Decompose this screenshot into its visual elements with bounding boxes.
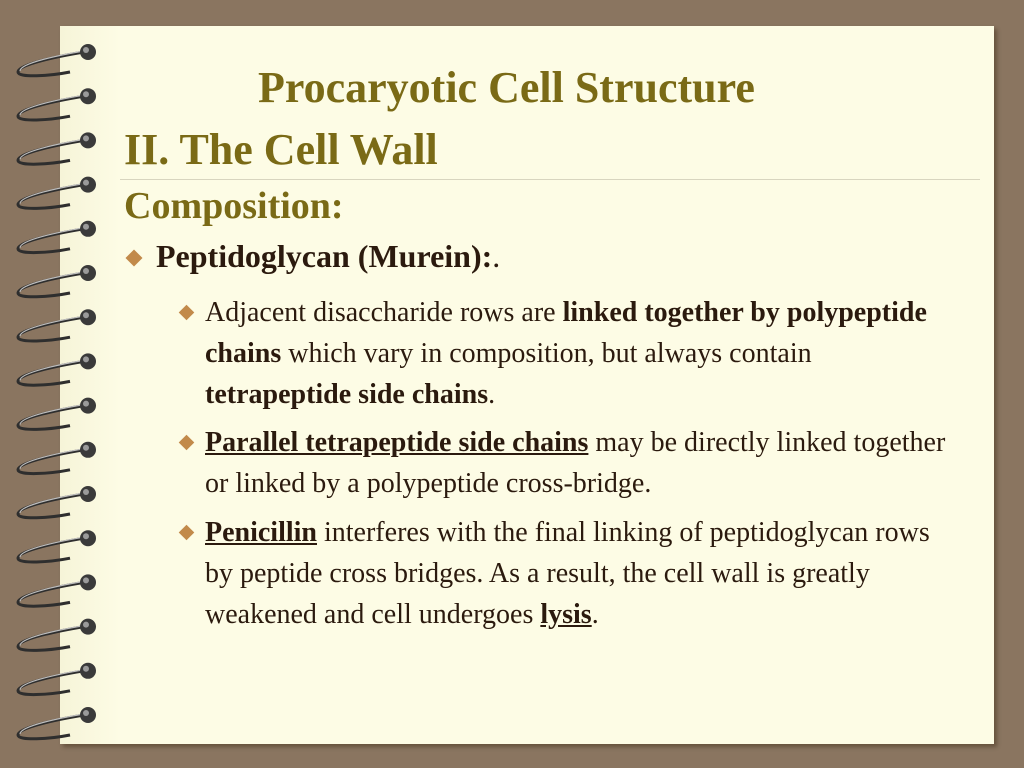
spiral-ring-icon xyxy=(18,663,96,695)
text: . xyxy=(591,599,599,630)
spiral-ring-icon xyxy=(18,44,96,76)
spiral-ring-icon xyxy=(18,619,96,651)
text: . xyxy=(488,379,496,410)
key-term: Parallel tetrapeptide side chains xyxy=(205,427,589,458)
emphasis: linked together by polypeptide chains xyxy=(205,297,927,369)
spiral-binding xyxy=(0,0,110,768)
spiral-ring-icon xyxy=(18,442,96,474)
text: Adjacent disaccharide rows are xyxy=(205,297,563,328)
section-heading: Composition: xyxy=(124,185,344,227)
topic-bullet xyxy=(124,238,500,275)
diamond-bullet-icon xyxy=(126,249,143,266)
spiral-ring-icon xyxy=(18,530,96,562)
spiral-ring-icon xyxy=(18,265,96,297)
topic-trailing: . xyxy=(492,238,501,274)
spiral-ring-icon xyxy=(18,707,96,739)
spiral-ring-icon xyxy=(18,486,96,518)
sub-bullet-2 xyxy=(178,422,958,504)
diamond-bullet-icon xyxy=(179,305,195,321)
diamond-bullet-icon xyxy=(179,525,195,541)
slide-subtitle: II. The Cell Wall xyxy=(124,125,438,174)
slide-title: Procaryotic Cell Structure xyxy=(258,63,755,112)
text: may be directly linked together or linked by a polypeptide cross-bridge. xyxy=(205,427,946,499)
spiral-ring-icon xyxy=(18,309,96,341)
spiral-ring-icon xyxy=(18,132,96,164)
sub-bullet-3 xyxy=(178,512,958,635)
spiral-ring-icon xyxy=(18,221,96,253)
spiral-ring-icon xyxy=(18,398,96,430)
diamond-bullet-icon xyxy=(179,435,195,451)
text: which vary in composition, but always contain xyxy=(281,338,812,369)
title-divider xyxy=(120,179,980,180)
text: interferes with the final linking of peptidoglycan rows by peptide cross bridges. As a result, the cell wall is greatly weakened and cell undergoes xyxy=(205,517,930,630)
sub-bullet-1 xyxy=(178,292,958,415)
spiral-ring-icon xyxy=(18,177,96,209)
spiral-ring-icon xyxy=(18,574,96,606)
emphasis: tetrapeptide side chains xyxy=(205,379,489,410)
spiral-ring-icon xyxy=(18,88,96,120)
spiral-ring-icon xyxy=(18,353,96,385)
key-term: lysis xyxy=(540,599,592,630)
topic-label: Peptidoglycan (Murein): xyxy=(156,238,493,274)
key-term: Penicillin xyxy=(205,517,317,548)
